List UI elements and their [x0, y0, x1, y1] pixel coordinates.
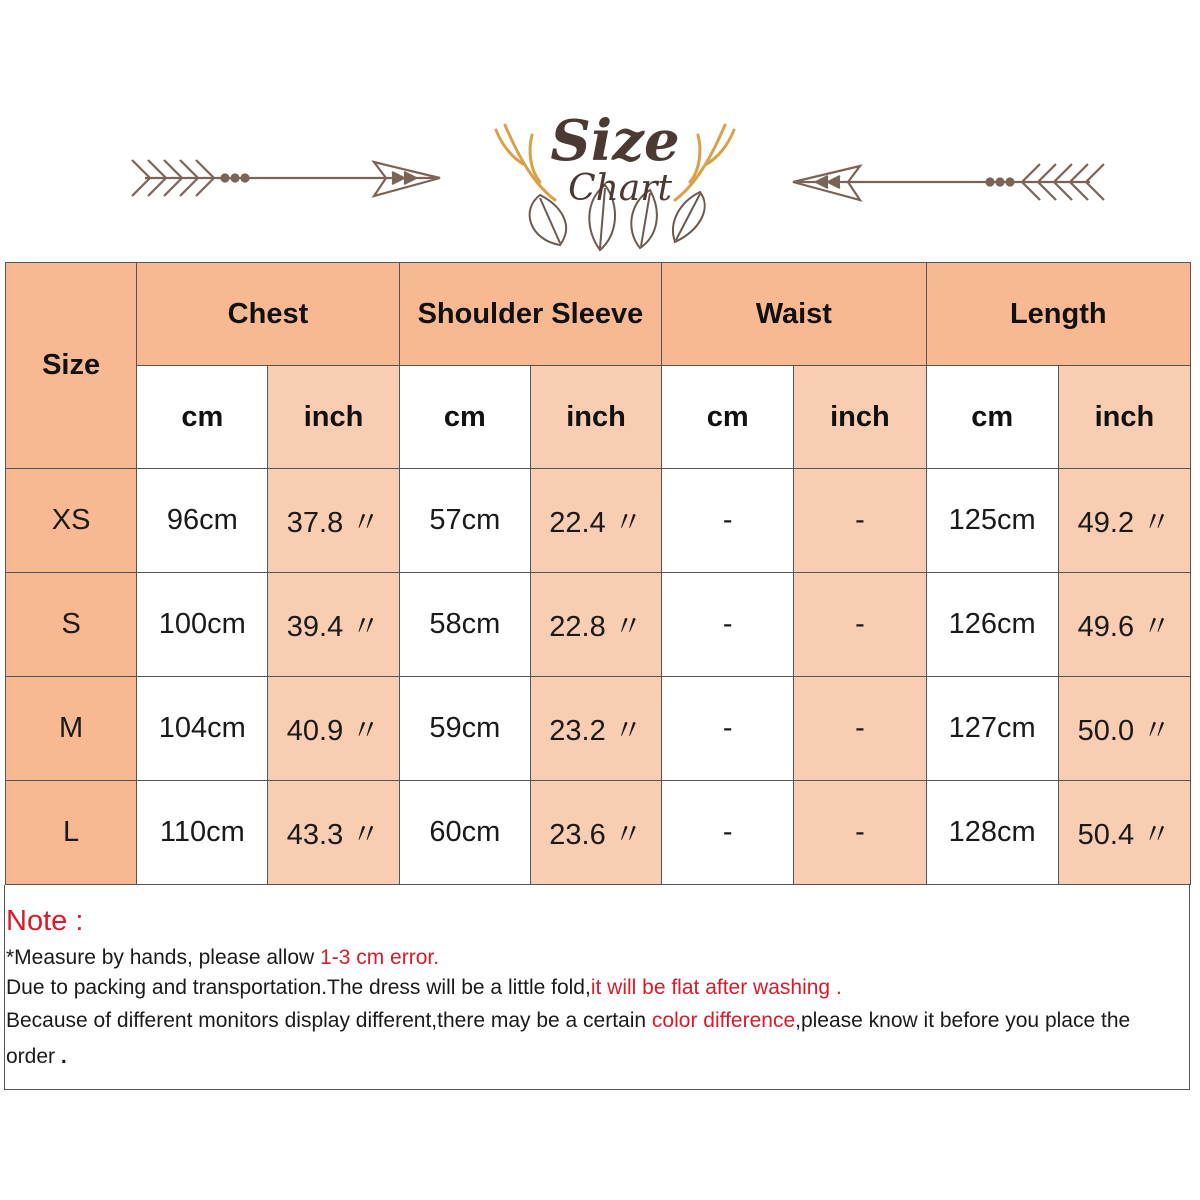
unit-header: cm	[926, 366, 1058, 469]
table-row	[6, 469, 1191, 573]
table-cell: 104cm	[137, 677, 268, 781]
unit-header: inch	[530, 366, 661, 469]
size-chart-logo	[550, 108, 679, 209]
table-cell: -	[794, 469, 926, 573]
note-end-mark: .	[55, 1045, 67, 1068]
note-line-measure	[6, 943, 1189, 973]
unit-header: cm	[399, 366, 530, 469]
size-cell: XS	[6, 469, 137, 573]
unit-header: inch	[794, 366, 926, 469]
size-cell: L	[6, 781, 137, 885]
size-chart-header	[0, 90, 1200, 260]
arrow-right-icon	[793, 164, 1104, 200]
table-cell: 49.6 〃	[1058, 573, 1190, 677]
note-text: *Measure by hands, please allow	[6, 946, 321, 969]
unit-header: cm	[137, 366, 268, 469]
note-text: ,please know it before you place the order	[6, 1009, 1131, 1068]
table-cell: 126cm	[926, 573, 1058, 677]
table-cell: 50.0 〃	[1058, 677, 1190, 781]
note-title: Note :	[6, 905, 84, 937]
waist-header: Waist	[662, 263, 926, 366]
note-text: Because of different monitors display different,there may be a certain	[6, 1009, 652, 1032]
table-cell: 22.8 〃	[530, 573, 661, 677]
table-cell: 58cm	[399, 573, 530, 677]
table-cell: -	[662, 781, 794, 885]
table-row	[6, 677, 1191, 781]
table-cell: 127cm	[926, 677, 1058, 781]
table-cell: 22.4 〃	[530, 469, 661, 573]
unit-header: cm	[662, 366, 794, 469]
table-cell: 43.3 〃	[268, 781, 399, 885]
table-cell: 60cm	[399, 781, 530, 885]
table-cell: 125cm	[926, 469, 1058, 573]
table-cell: -	[794, 573, 926, 677]
table-cell: 128cm	[926, 781, 1058, 885]
note-text: Due to packing and transportation.The dress will be a little fold,	[6, 976, 591, 999]
table-cell: 50.4 〃	[1058, 781, 1190, 885]
chest-header: Chest	[137, 263, 399, 366]
shoulder-sleeve-header: Shoulder Sleeve	[399, 263, 661, 366]
table-cell: -	[794, 781, 926, 885]
size-cell: S	[6, 573, 137, 677]
unit-header: inch	[1058, 366, 1190, 469]
size-column-header: Size	[6, 263, 137, 469]
size-cell: M	[6, 677, 137, 781]
table-cell: 59cm	[399, 677, 530, 781]
table-cell: 23.6 〃	[530, 781, 661, 885]
table-cell: -	[662, 677, 794, 781]
notes-section	[4, 885, 1190, 1090]
note-line-color	[6, 1003, 1189, 1075]
table-row	[6, 573, 1191, 677]
note-highlight: 1-3 cm error.	[320, 946, 440, 969]
arrow-left-icon	[132, 160, 440, 196]
table-cell: 96cm	[137, 469, 268, 573]
table-cell: 100cm	[137, 573, 268, 677]
table-cell: 49.2 〃	[1058, 469, 1190, 573]
note-line-fold	[6, 973, 1189, 1003]
table-cell: 37.8 〃	[268, 469, 399, 573]
table-cell: 23.2 〃	[530, 677, 661, 781]
table-cell: 39.4 〃	[268, 573, 399, 677]
table-cell: 57cm	[399, 469, 530, 573]
table-cell: -	[794, 677, 926, 781]
unit-header: inch	[268, 366, 399, 469]
table-cell: -	[662, 573, 794, 677]
note-highlight: it will be flat after washing .	[590, 976, 842, 999]
table-cell: 110cm	[137, 781, 268, 885]
table-cell: 40.9 〃	[268, 677, 399, 781]
table-cell: -	[662, 469, 794, 573]
note-highlight: color difference	[651, 1009, 796, 1032]
table-row	[6, 781, 1191, 885]
length-header: Length	[926, 263, 1190, 366]
svg-text:Size: Size	[550, 108, 680, 174]
size-table	[5, 262, 1191, 885]
svg-text:Chart: Chart	[568, 168, 672, 209]
